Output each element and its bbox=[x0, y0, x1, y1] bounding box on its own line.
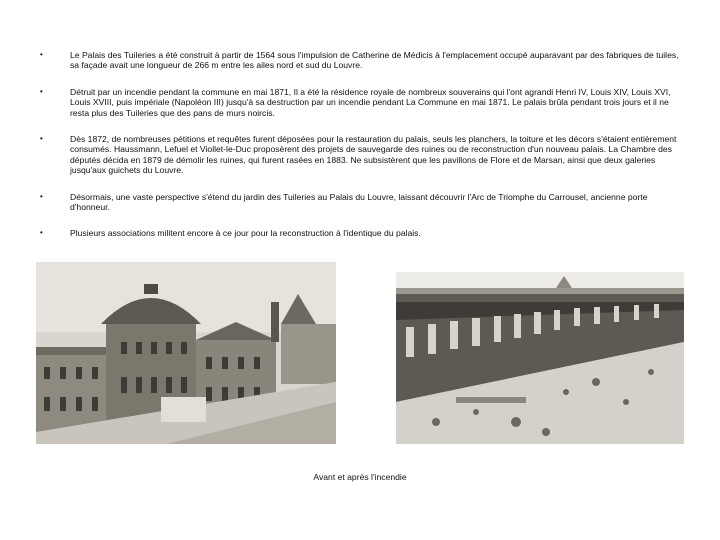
bullet-item bbox=[40, 228, 685, 238]
bullet-item bbox=[40, 87, 685, 118]
bullet-list bbox=[40, 50, 685, 255]
bullet-item bbox=[40, 192, 685, 213]
photo-caption: Avant et après l'incendie bbox=[313, 472, 407, 482]
bullet-text: Désormais, une vaste perspective s'étend du jardin des Tuileries au Palais du Louvre, laissant découvrir l'Arc de Triomphe du Carrousel, ancienne porte d'honneur. bbox=[70, 191, 648, 213]
bullet-text: Dès 1872, de nombreuses pétitions et requêtes furent déposées pour la restauration du palais, seuls les planchers, la toiture et les décors s'étaient entièrement consumés. Haussmann, Lefuel et Viollet-le-Duc proposèrent des projets de sauvegarde des ruines ou de reconstruction d'un nouveau palais. La Chambre des députés décida en 1879 de démolir les ruines, qui furent rasées en 1883. Ne subsistèrent que les pavillons de Flore et de Marsan, ainsi que deux galeries jusqu'aux guichets du Louvre. bbox=[70, 134, 677, 176]
bullet-dot: • bbox=[40, 134, 43, 144]
bullet-text: Le Palais des Tuileries a été construit à partir de 1564 sous l'impulsion de Catherine de Médicis à l'emplacement occupé auparavant par des fabriques de tuiles, sa façade avait une longueur de 266 m entre les ailes nord et sud du Louvre. bbox=[70, 50, 679, 71]
bullet-item bbox=[40, 134, 685, 176]
photo-palace-ruins bbox=[396, 272, 684, 444]
bullet-dot: • bbox=[40, 191, 43, 201]
bullet-text: Détruit par un incendie pendant la commune en mai 1871, Il a été la résidence royale de nombreux souverains qui l'ont agrandi Henri IV, Louis XIV, Louis XVI, Louis XVIII, puis impériale (Napoléon III) jusqu'à sa destruction par un incendie pendant La Commune en mai 1871. Le palais brûla pendant trois jours et il ne resta plus des Tuileries que des pans de murs noircis. bbox=[70, 86, 671, 118]
bullet-text: Plusieurs associations militent encore à ce jour pour la reconstruction à l'identique du palais. bbox=[70, 228, 421, 239]
bullet-dot: • bbox=[40, 86, 43, 96]
bullet-dot: • bbox=[40, 50, 43, 59]
bullet-dot: • bbox=[40, 228, 43, 238]
bullet-item bbox=[40, 50, 685, 71]
photo-palace-before-fire bbox=[36, 262, 336, 444]
